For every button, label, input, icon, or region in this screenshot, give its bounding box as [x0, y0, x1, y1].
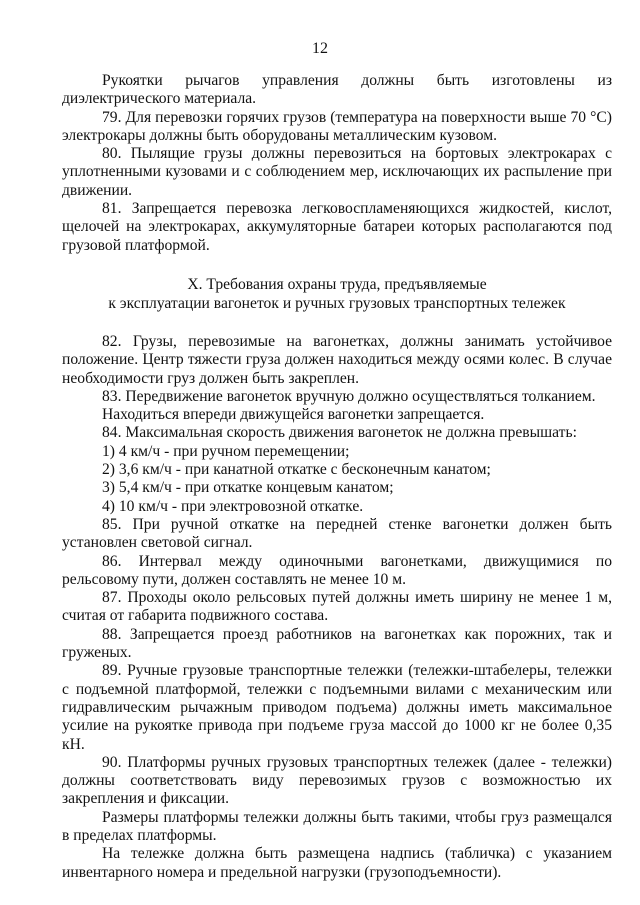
- paragraph-80: 80. Пылящие грузы должны перевозиться на бортовых электрокарах с уплотненными кузовами и с соблюдением мер, исключающих их распыление при движении.: [62, 145, 612, 199]
- paragraph-90: 90. Платформы ручных грузовых транспортных тележек (далее - тележки) должны соответствовать виду перевозимых грузов с возможностью их закрепления и фиксации.: [62, 753, 612, 808]
- paragraph: Размеры платформы тележки должны быть такими, чтобы груз размещался в пределах платформы.: [62, 808, 612, 844]
- section-heading-line1: X. Требования охраны труда, предъявляемые: [187, 275, 487, 293]
- list-item: 3) 5,4 км/ч - при откатке концевым канатом;: [102, 479, 394, 497]
- list-item: 1) 4 км/ч - при ручном перемещении;: [102, 442, 350, 460]
- list-item: 2) 3,6 км/ч - при канатной откатке с бесконечным канатом;: [102, 461, 491, 479]
- page-number: 12: [312, 40, 328, 57]
- paragraph-89: 89. Ручные грузовые транспортные тележки (тележки-штабелеры, тележки с подъемной платформой, тележки с подъемными вилами с механическим или гидравлическим рычажным приводом подъема) должны иметь максимальное усилие на рукоятке привода при подъеме груза массой до 1000 кг не более 0,35 кН.: [62, 662, 612, 753]
- paragraph: На тележке должна быть размещена надпись (табличка) с указанием инвентарного номера и предельной нагрузки (грузоподъемности).: [62, 845, 612, 881]
- paragraph: Находиться впереди движущейся вагонетки запрещается.: [102, 406, 485, 424]
- paragraph-83: 83. Передвижение вагонеток вручную должно осуществляться толканием.: [102, 387, 596, 405]
- list-item: 4) 10 км/ч - при электровозной откатке.: [102, 497, 364, 515]
- paragraph-79: 79. Для перевозки горячих грузов (температура на поверхности выше 70 °С) электрокары должны быть оборудованы металлическим кузовом.: [62, 108, 612, 144]
- paragraph-85: 85. При ручной откатке на передней стенке вагонетки должен быть установлен световой сигнал.: [62, 515, 612, 552]
- paragraph-81: 81. Запрещается перевозка легковоспламеняющихся жидкостей, кислот, щелочей на электрокарах, аккумуляторные батареи которых располагаются под грузовой платформой.: [62, 200, 612, 254]
- document-body: [62, 72, 612, 882]
- section-heading-line2: к эксплуатации вагонеток и ручных грузовых транспортных тележек: [108, 294, 566, 312]
- paragraph-88: 88. Запрещается проезд работников на вагонетках как порожних, так и груженых.: [62, 625, 612, 662]
- paragraph: Рукоятки рычагов управления должны быть изготовлены из диэлектрического материала.: [62, 72, 612, 108]
- paragraph-87: 87. Проходы около рельсовых путей должны иметь ширину не менее 1 м, считая от габарита подвижного состава.: [62, 589, 612, 625]
- paragraph-82: 82. Грузы, перевозимые на вагонетках, должны занимать устойчивое положение. Центр тяжести груза должен находиться между осями колес. В случае необходимости груз должен быть закреплен.: [62, 332, 612, 387]
- paragraph-84: 84. Максимальная скорость движения вагонеток не должна превышать:: [102, 424, 577, 442]
- paragraph-86: 86. Интервал между одиночными вагонетками, движущимися по рельсовому пути, должен составлять не менее 10 м.: [62, 552, 612, 588]
- section-heading: [62, 275, 612, 313]
